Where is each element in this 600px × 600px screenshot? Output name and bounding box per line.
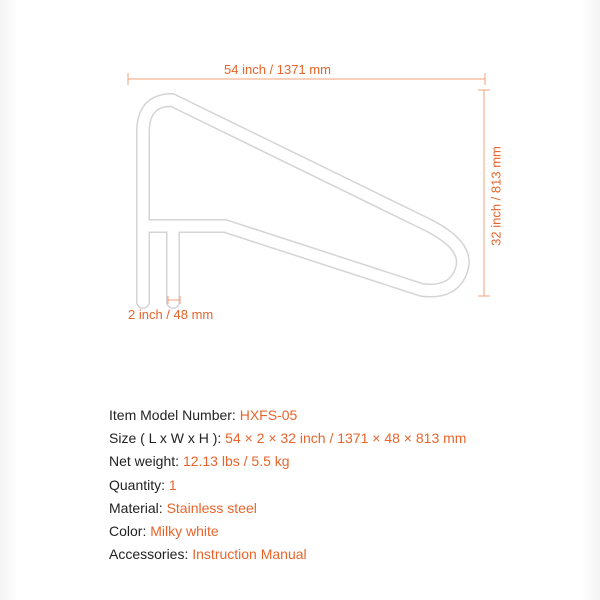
height-dimension-label: 32 inch / 813 mm xyxy=(488,146,504,246)
spec-label: Item Model Number: xyxy=(109,407,240,423)
spec-row-quantity xyxy=(109,474,466,497)
spec-value: Stainless steel xyxy=(166,499,257,516)
spec-value: 1 xyxy=(168,476,177,493)
width-dimension-label: 54 inch / 1371 mm xyxy=(224,62,331,77)
spec-label: Size ( L x W x H ): xyxy=(109,430,226,447)
spec-row-accessories xyxy=(109,543,466,566)
spec-label: Material: xyxy=(109,499,167,516)
spec-row-material xyxy=(109,497,466,520)
spec-row-model xyxy=(109,404,466,427)
spec-row-size xyxy=(109,427,466,450)
spec-label: Accessories: xyxy=(109,546,193,563)
spec-value: 54 × 2 × 32 inch / 1371 × 48 × 813 mm xyxy=(225,430,467,447)
spec-row-color xyxy=(109,520,466,543)
spec-list xyxy=(109,404,466,566)
handrail-tube xyxy=(143,100,463,302)
spec-row-weight xyxy=(109,450,466,473)
spec-value: Instruction Manual xyxy=(192,546,307,563)
spec-value: 12.13 lbs / 5.5 kg xyxy=(182,453,290,470)
spec-value: HXFS-05 xyxy=(239,407,298,423)
spec-label: Net weight: xyxy=(109,453,183,470)
depth-dimension-label: 2 inch / 48 mm xyxy=(128,307,214,322)
spec-value: Milky white xyxy=(150,523,219,540)
spec-label: Color: xyxy=(109,523,151,540)
spec-label: Quantity: xyxy=(109,476,169,493)
